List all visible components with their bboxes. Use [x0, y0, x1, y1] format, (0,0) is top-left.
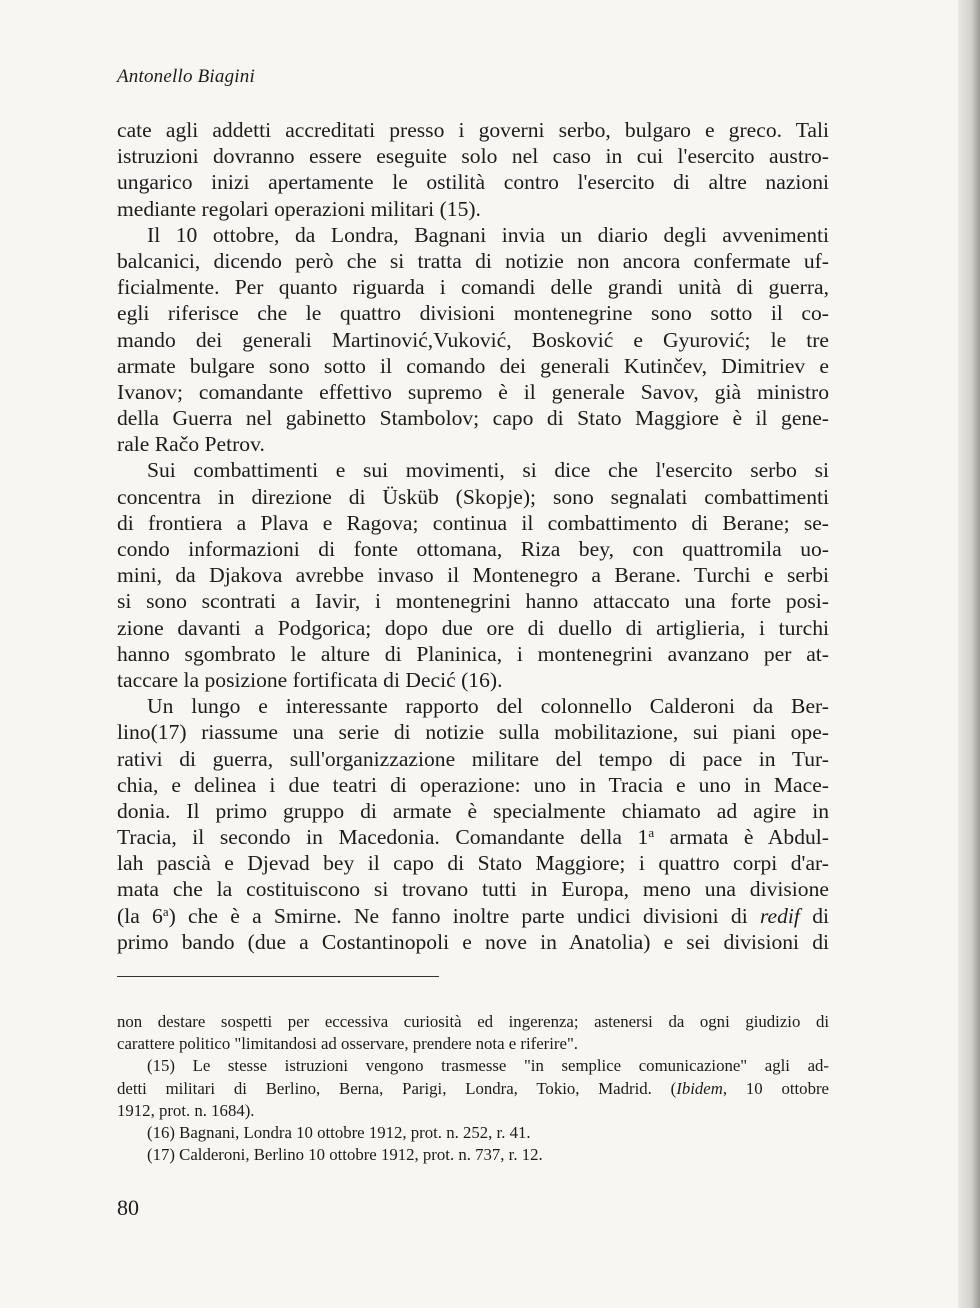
italic-term: redif [759, 903, 800, 928]
text-line: donia. Il primo gruppo di armate è specialmente chiamato ad agire in [117, 798, 829, 823]
text-line: lah pascià e Djevad bey il capo di Stato Maggiore; i quattro corpi d'ar- [117, 851, 829, 876]
text-line: taccare la posizione fortificata di Decić (16). [117, 667, 503, 692]
footnote-line: carattere politico "limitandosi ad osservare, prendere nota e riferire". [117, 1034, 578, 1054]
text-line: rale Račo Petrov. [117, 432, 265, 457]
text-line: cate agli addetti accreditati presso i governi serbo, bulgaro e greco. Tali [117, 118, 829, 142]
text-line [117, 903, 829, 929]
text-run: detti militari di Berlino, Berna, Parigi, Londra, Tokio, Madrid. ( [117, 1078, 677, 1098]
text-line: mando dei generali Martinović,Vuković, Bosković e Gyurović; le tre [117, 327, 829, 352]
page-number: 80 [117, 1195, 139, 1220]
text-run: armata è Abdul- [654, 825, 829, 850]
text-run: Tracia, il secondo in Macedonia. Comandante della 1 [117, 825, 649, 850]
running-head: Antonello Biagini [117, 66, 255, 87]
footnotes [117, 1011, 829, 1166]
text-line: mata che la costituiscono si trovano tutti in Europa, meno una divisione [117, 877, 829, 902]
footnote-line: (15) Le stesse istruzioni vengono trasmesse "in semplice comunicazione" agli ad- [147, 1056, 829, 1076]
page-edge-shadow [958, 0, 980, 1308]
text-line: egli riferisce che le quattro divisioni montenegrine sono sotto il co- [117, 301, 829, 326]
text-run: di [799, 903, 829, 928]
superscript: a [162, 903, 169, 919]
text-line: Un lungo e interessante rapporto del colonnello Calderoni da Ber- [147, 694, 829, 719]
text-line: Ivanov; comandante effettivo supremo è il generale Savov, già ministro [117, 379, 829, 404]
text-line: condo informazioni di fonte ottomana, Riza bey, con quattromila uo- [117, 537, 829, 561]
footnote-line [117, 1078, 829, 1100]
footnote-line: 1912, prot. n. 1684). [117, 1100, 255, 1120]
italic-term: Ibidem [676, 1078, 723, 1098]
footnote-line: (16) Bagnani, Londra 10 ottobre 1912, prot. n. 252, r. 41. [147, 1122, 531, 1142]
text-line: Il 10 ottobre, da Londra, Bagnani invia un diario degli avvenimenti [147, 222, 829, 247]
text-line: si sono scontrati a Iavir, i montenegrini hanno attaccato una forte posi- [117, 589, 829, 614]
text-run: ) che è a Smirne. Ne fanno inoltre parte undici divisioni di [168, 903, 760, 928]
footnote-line: non destare sospetti per eccessiva curiosità ed ingerenza; astenersi da ogni giudizio di [117, 1012, 829, 1031]
text-line: istruzioni dovranno essere eseguite solo nel caso in cui l'esercito austro- [117, 144, 829, 169]
text-line: balcanici, dicendo però che si tratta di notizie non ancora confermate uf- [117, 248, 829, 273]
text-run: (la 6 [117, 903, 163, 928]
text-line [117, 824, 829, 850]
body-text [117, 117, 829, 955]
text-line: ungarico inizi apertamente le ostilità contro l'esercito di altre nazioni [117, 170, 829, 195]
text-line: rativi di guerra, sull'organizzazione militare del tempo di pace in Tur- [117, 746, 829, 771]
text-line: mediante regolari operazioni militari (15). [117, 196, 481, 221]
text-line: armate bulgare sono sotto il comando dei generali Kutinčev, Dimitriev e [117, 353, 829, 378]
text-line: Sui combattimenti e sui movimenti, si dice che l'esercito serbo si [147, 458, 829, 483]
text-line: ficialmente. Per quanto riguarda i comandi delle grandi unità di guerra, [117, 275, 829, 300]
superscript: a [648, 824, 655, 840]
text-line: della Guerra nel gabinetto Stambolov; capo di Stato Maggiore è il gene- [117, 406, 829, 431]
text-line: primo bando (due a Costantinopoli e nove in Anatolia) e sei divisioni di [117, 929, 829, 954]
footnote-line: (17) Calderoni, Berlino 10 ottobre 1912, prot. n. 737, r. 12. [147, 1145, 543, 1165]
text-line: concentra in direzione di Üsküb (Skopje); sono segnalati combattimenti [117, 484, 829, 509]
text-line: chia, e delinea i due teatri di operazione: uno in Tracia e uno in Mace- [117, 772, 829, 797]
text-line: hanno sgombrato le alture di Planinica, i montenegrini avanzano per at- [117, 641, 829, 666]
text-line: zione davanti a Podgorica; dopo due ore di duello di artiglieria, i turchi [117, 615, 829, 640]
footnote-divider [117, 976, 439, 977]
text-line: lino(17) riassume una serie di notizie sulla mobilitazione, sui piani ope- [117, 720, 829, 745]
text-line: di frontiera a Plava e Ragova; continua il combattimento di Berane; se- [117, 510, 829, 535]
text-line: mini, da Djakova avrebbe invaso il Montenegro a Berane. Turchi e serbi [117, 563, 829, 588]
text-run: , 10 ottobre [722, 1078, 829, 1098]
